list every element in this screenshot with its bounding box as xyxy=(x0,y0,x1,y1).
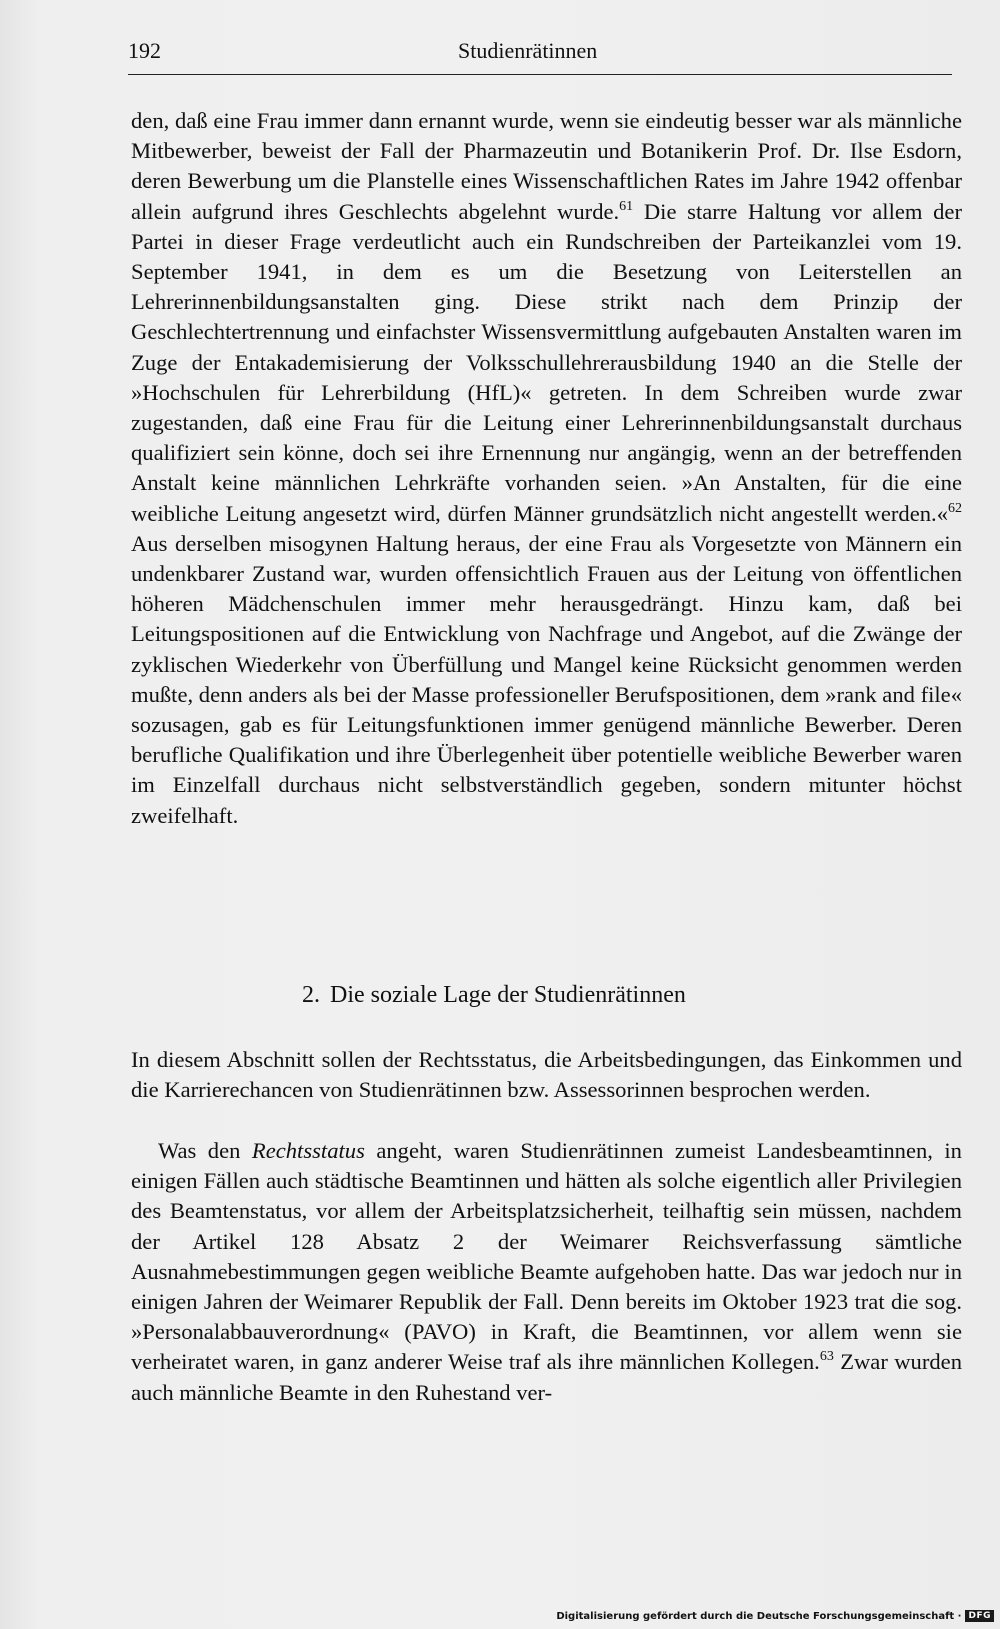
section-number: 2. xyxy=(302,982,320,1008)
paragraph-text: Die starre Haltung vor allem der Partei in dieser Frage verdeutlicht auch ein Rundschreiben der Parteikanzlei vom 19. September 1941, in dem es um die Besetzung von Leiterstellen an Lehrerinnenbildungsanstalten ging. Diese strikt nach dem Prinzip der Geschlechtertrennung und einfachster Wissensvermittlung aufgebauten Anstalten waren im Zuge der Entakademisierung der Volksschullehrerausbildung 1940 an die Stelle der »Hochschulen für Lehrerbildung (HfL)« getreten. In dem Schreiben wurde zwar zugestanden, daß eine Frau für die Leitung einer Lehrerinnenbildungsanstalt durchaus qualifiziert sein könne, doch sei ihre Ernennung nur angängig, wenn an der betreffenden Anstalt keine männlichen Lehrkräfte vorhanden seien. »An Anstalten, für die eine weibliche Leitung angesetzt wird, dürfen Männer grundsätzlich nicht angestellt werden.« xyxy=(131,198,962,526)
paragraph-text: Was den xyxy=(158,1138,252,1163)
paragraph-text: Zwar wurden auch männliche Beamte in den Ruhestand ver- xyxy=(131,1349,962,1405)
page-header xyxy=(128,36,952,75)
body-paragraph-3 xyxy=(131,1136,962,1408)
paragraph-text: Aus derselben misogynen Haltung heraus, der eine Frau als Vorgesetzte von Männern ein undenkbarer Zustand war, wurden offensichtlich Frauen aus der Leitung von öffentlichen höheren Mädchenschulen immer mehr herausgedrängt. Hinzu kam, daß bei Leitungspositionen auf die Entwicklung von Nachfrage und Angebot, auf die Zwänge der zyklischen Wiederkehr von Überfüllung und Mangel keine Rücksicht genommen werden mußte, denn anders als bei der Masse professioneller Berufspositionen, dem »rank and file« sozusagen, gab es für Leitungsfunktionen immer genügend männliche Bewerber. Deren berufliche Qualifikation und ihre Überlegenheit über potentielle weibliche Bewerber waren im Einzelfall durchaus nicht selbstverständlich gegeben, sondern mitunter höchst zweifelhaft. xyxy=(131,530,962,828)
section-title: Die soziale Lage der Studienrätinnen xyxy=(330,982,686,1008)
paragraph-text: angeht, waren Studienrätinnen zumeist Landesbeamtinnen, in einigen Fällen auch städtische Beamtinnen und hätten als solche eigentlich aller Privilegien des Beamtenstatus, vor allem der Arbeitsplatzsicherheit, teilhaftig sein müssen, nachdem der Artikel 128 Absatz 2 der Weimarer Reichsverfassung sämtliche Ausnahmebestimmungen gegen weibliche Beamte aufgehoben hatte. Das war jedoch nur in einigen Jahren der Weimarer Republik der Fall. Denn bereits im Oktober 1923 trat die sog. »Personalabbauverordnung« (PAVO) in Kraft, die Beamtinnen, vor allem wenn sie verheiratet waren, in ganz anderer Weise traf als ihre männlichen Kollegen. xyxy=(131,1138,962,1375)
dfg-logo: DFG xyxy=(965,1610,994,1622)
body-paragraph-1 xyxy=(131,106,962,831)
footnote-ref-63: 63 xyxy=(819,1349,834,1365)
footnote-ref-61: 61 xyxy=(619,198,634,214)
digitization-footer xyxy=(556,1607,994,1625)
running-head: Studienrätinnen xyxy=(458,38,598,63)
footnote-ref-62: 62 xyxy=(948,500,962,516)
page-number: 192 xyxy=(128,38,161,63)
funding-note: Digitalisierung gefördert durch die Deutsche Forschungsgemeinschaft · xyxy=(556,1610,962,1622)
section-heading xyxy=(302,982,686,1009)
body-paragraph-2: In diesem Abschnitt sollen der Rechtsstatus, die Arbeitsbedingungen, das Einkommen und die Karrierechancen von Studienrätinnen bzw. Assessorinnen besprochen werden. xyxy=(131,1047,962,1103)
emphasis-text: Rechtsstatus xyxy=(251,1138,365,1163)
paragraph-text: den, daß eine Frau immer dann ernannt wurde, wenn sie eindeutig besser war als männliche Mitbewerber, beweist der Fall der Pharmazeutin und Botanikerin Prof. Dr. Ilse Esdorn, deren Bewerbung um die Planstelle eines Wissenschaftlichen Rates im Jahre 1942 offenbar allein aufgrund ihres Geschlechts abgelehnt wurde. xyxy=(131,108,962,224)
